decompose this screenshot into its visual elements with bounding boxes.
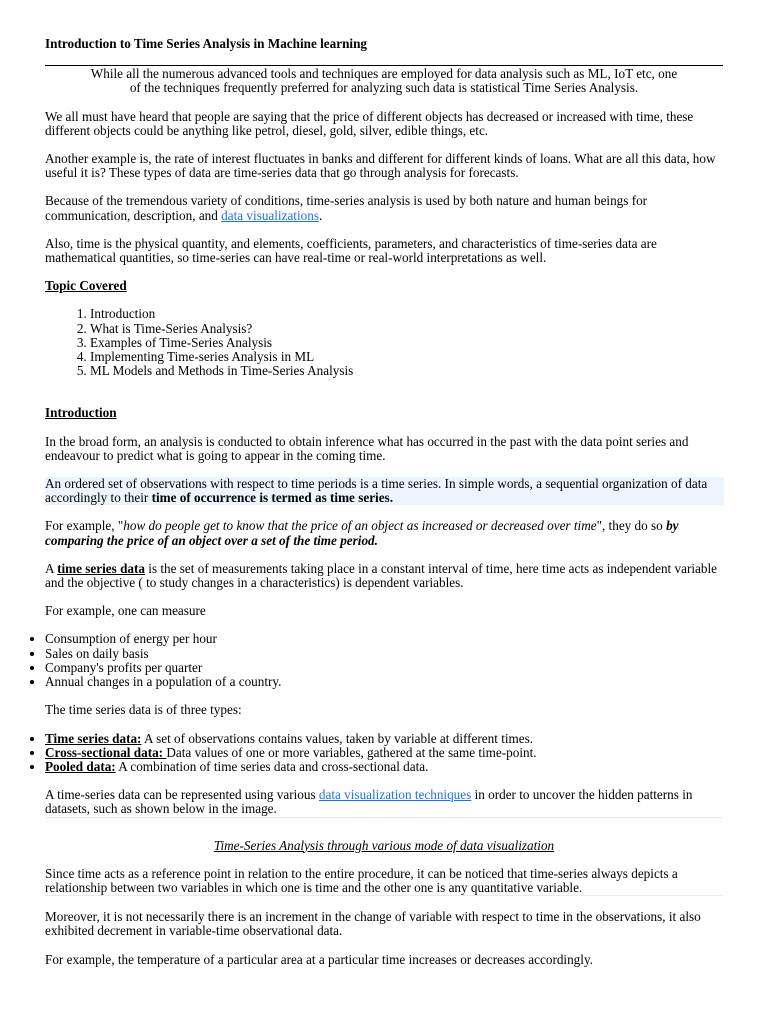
type-term: Time series data: (45, 730, 142, 746)
list-item: • Company's profits per quarter (45, 661, 723, 675)
paragraph-variety-end: . (318, 207, 323, 223)
list-item: • Annual changes in a population of a country. (45, 675, 723, 689)
paragraph-broad-form: In the broad form, an analysis is conducted to obtain inference what has occurred in the past with the data point series and endeavour to predict what is going to appear in the coming time. (45, 433, 689, 463)
type-term: Pooled data: (45, 758, 116, 774)
tsd-term: time series data (57, 560, 145, 576)
paragraph-physical-quantity: Also, time is the physical quantity, and elements, coefficients, parameters, and characteristics of time-series data are mathematical quantities, so time-series can have real-time or real-world interpretations as well. (45, 235, 657, 266)
intro-line-1: While all the numerous advanced tools and techniques are employed for data analysis such as ML, IoT etc, one (90, 66, 678, 82)
section-divider (45, 817, 723, 818)
visualization-techniques-link[interactable]: data visualization techniques (318, 787, 472, 803)
paragraph-decrement: Moreover, it is not necessarily there is an increment in the change of variable with respect to time in the observations, it also exhibited decrement in variable-time observational data. (45, 909, 701, 939)
tsd-desc: is the set of measurements taking place in a constant interval of time, here time acts as independent variable and the objective ( to study changes in a characteristics) is dependent variables. (45, 560, 717, 591)
type-desc: A combination of time series data and cross-sectional data. (115, 758, 429, 774)
type-desc: A set of observations contains values, taken by variable at different times. (141, 730, 534, 746)
type-term: Cross-sectional data: (45, 744, 167, 760)
paragraph-variety (45, 194, 723, 222)
paragraph-price-example (45, 519, 723, 547)
type-desc: Data values of one or more variables, gathered at the same time-point. (166, 744, 537, 760)
paragraph-price-change: We all must have heard that people are saying that the price of different objects has decreased or increased with time, these different objects could be anything like petrol, diesel, gold, silver, edible things, etc. (45, 108, 694, 138)
list-item (45, 760, 723, 774)
highlighted-definition (45, 477, 724, 505)
paragraph-temperature: For example, the temperature of a particular area at a particular time increases or decreases accordingly. (45, 951, 593, 967)
topic-item: 1. Introduction (90, 307, 723, 321)
document-title: Introduction to Time Series Analysis in Machine learning (45, 36, 368, 51)
list-item: • Consumption of energy per hour (45, 632, 723, 646)
figure-caption: Time-Series Analysis through various mode of data visualization (213, 837, 555, 853)
section-divider (45, 895, 723, 896)
paragraph-measure: For example, one can measure (45, 603, 206, 619)
list-item: • Sales on daily basis (45, 647, 723, 661)
document-page (45, 37, 723, 967)
price-example-bold-italic: by comparing the price of an object over a set of the time period. (45, 518, 679, 548)
topic-item: 2. What is Time-Series Analysis? (90, 322, 723, 336)
paragraph-visualization (45, 788, 723, 816)
price-example-italic: how do people get to know that the price of an object as increased or decreased over time (123, 518, 597, 534)
paragraph-time-series-data (45, 562, 723, 590)
topics-heading: Topic Covered (45, 278, 127, 294)
paragraph-interest-rate: Another example is, the rate of interest fluctuates in banks and different for different kinds of loans. What are all this data, how useful it is? These types of data are time-series data that go through analysis for forecasts. (45, 151, 716, 181)
price-example-open: For example, " (45, 518, 124, 534)
topics-list (45, 307, 723, 378)
measure-list (0, 632, 723, 689)
visualization-text: A time-series data can be represented using various (45, 787, 319, 803)
topic-item: 4. Implementing Time-series Analysis in ML (90, 350, 723, 364)
paragraph-reference-point: Since time acts as a reference point in relation to the entire procedure, it can be noticed that time-series always depicts a relationship between two variables in which one is time and the other one is any quantitative variable. (45, 865, 678, 895)
data-visualizations-link[interactable]: data visualizations (221, 207, 319, 223)
list-item (45, 732, 723, 746)
paragraph-three-types: The time series data is of three types: (45, 702, 242, 718)
paragraph-variety-text: Because of the tremendous variety of conditions, time-series analysis is used by both nature and human beings for communication, description, and (45, 193, 648, 223)
intro-line-2: of the techniques frequently preferred for analyzing such data is statistical Time Series Analysis. (129, 80, 639, 96)
topic-item: 3. Examples of Time-Series Analysis (90, 336, 723, 350)
tsd-prefix: A (45, 560, 58, 576)
price-example-mid: ", they do so (596, 518, 667, 534)
list-item (45, 746, 723, 760)
definition-bold: time of occurrence is termed as time series. (151, 490, 393, 506)
introduction-heading: Introduction (45, 405, 117, 421)
intro-summary (45, 67, 723, 95)
topic-item: 5. ML Models and Methods in Time-Series Analysis (90, 364, 723, 378)
types-list (0, 732, 723, 775)
definition-text: An ordered set of observations with respect to time periods is a time series. In simple words, a sequential organization of data accordingly to their (45, 476, 708, 506)
visualization-text-end: in order to uncover the hidden patterns in datasets, such as shown below in the image. (45, 787, 693, 817)
